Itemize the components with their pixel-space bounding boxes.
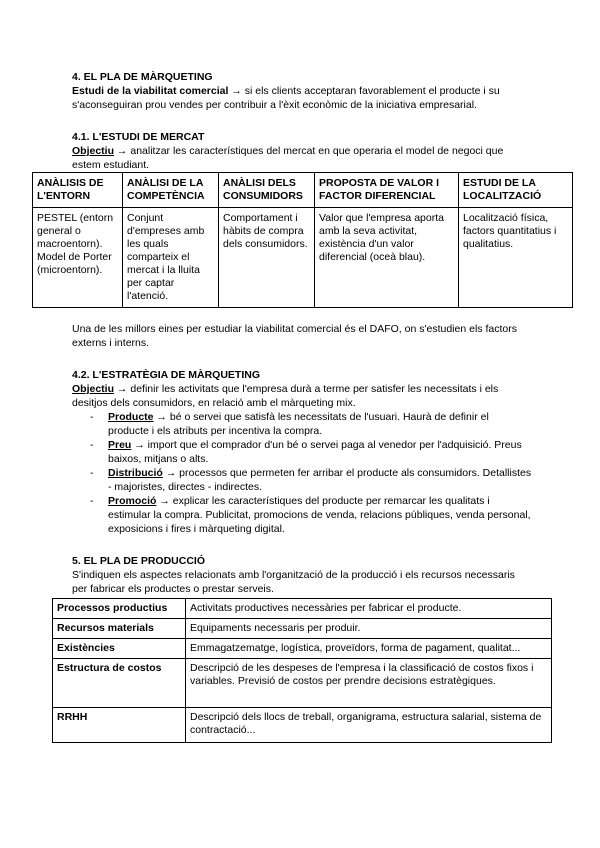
list-item: - Promoció → explicar les característiques del producte per remarcar les qualitats i estimular la compra. Publicitat, promocions de venda, relacions públiques, venda personal, exposicions i fires i màrqueting digital.	[90, 495, 531, 535]
document-page	[37, 70, 557, 743]
table-cell: Valor que l'empresa aporta amb la seva activitat, existència d'un valor diferencial (oceà blau).	[315, 208, 459, 308]
table-row	[33, 208, 573, 308]
section-4-2-title: 4.2. L'ESTRATÈGIA DE MÀRQUETING	[72, 369, 261, 381]
table-cell: PESTEL (entorn general o macroentorn). Model de Porter (microentorn).	[33, 208, 123, 308]
table-cell: Comportament i hàbits de compra dels consumidors.	[219, 208, 315, 308]
mix-item-text: → bé o servei que satisfà les necessitats de l'usuari. Haurà de definir el producte i els atributs per incentiva la compra.	[108, 411, 489, 437]
list-item: - Preu → import que el comprador d'un bé o servei paga al venedor per l'adquisició. Preus baixos, mitjans o alts.	[90, 439, 522, 465]
table-row	[53, 599, 552, 619]
mix-item-text: → import que el comprador d'un bé o servei paga al venedor per l'adquisició. Preus baixos, mitjans o alts.	[108, 439, 522, 465]
table-row	[53, 619, 552, 639]
table-header-cell: ANÀLISI DE LA COMPETÈNCIA	[123, 173, 219, 208]
strategy-objective-text: → definir les activitats que l'empresa durà a terme per satisfer les necessitats i els desitjos dels consumidors, en relació amb el màrqueting mix.	[72, 383, 499, 409]
production-value: Emmagatzematge, logística, proveïdors, forma de pagament, qualitat...	[186, 639, 552, 659]
production-intro: S'indiquen els aspectes relacionats amb l'organització de la producció i els recursos necessaris per fabricar els productes o prestar serveis.	[72, 569, 515, 595]
market-objective	[72, 144, 532, 172]
section-4-title: 4. EL PLA DE MÀRQUETING	[72, 71, 213, 83]
table-cell: Conjunt d'empreses amb les quals comparteix el mercat i la lluita per captar l'atenció.	[123, 208, 219, 308]
production-value: Activitats productives necessàries per fabricar el producte.	[186, 599, 552, 619]
production-key: RRHH	[53, 708, 186, 743]
list-item: - Distribució → processos que permeten fer arribar el producte als consumidors. Detallistes - majoristes, directes - indirectes.	[90, 467, 532, 493]
production-value: Descripció dels llocs de treball, organigrama, estructura salarial, sistema de contractació...	[186, 708, 552, 743]
strategy-objective	[72, 382, 532, 410]
table-cell: Localització física, factors quantitatius i qualitatius.	[459, 208, 573, 308]
table-header-cell: ESTUDI DE LA LOCALITZACIÓ	[459, 173, 573, 208]
production-value: Equipaments necessaris per produir.	[186, 619, 552, 639]
section-5-title: 5. EL PLA DE PRODUCCIÓ	[72, 555, 206, 567]
market-objective-label: Objectiu	[72, 145, 115, 157]
production-key: Estructura de costos	[53, 659, 186, 708]
list-item: - Producte → bé o servei que satisfà les necessitats de l'usuari. Haurà de definir el producte i els atributs per incentiva la compra.	[90, 411, 489, 437]
production-key: Recursos materials	[53, 619, 186, 639]
section-4-1-title: 4.1. L'ESTUDI DE MERCAT	[72, 131, 205, 143]
strategy-objective-label: Objectiu	[72, 383, 115, 395]
mix-item-label: Producte	[108, 411, 154, 423]
mix-item-text: → processos que permeten fer arribar el producte als consumidors. Detallistes - majoristes, directes - indirectes.	[108, 467, 532, 493]
market-objective-text: → analitzar les característiques del mercat en que operaria el model de negoci que estem estudiant.	[72, 145, 504, 171]
dafo-paragraph: Una de les millors eines per estudiar la viabilitat comercial és el DAFO, on s'estudien els factors externs i interns.	[72, 323, 517, 349]
production-key: Processos productius	[53, 599, 186, 619]
table-header-row	[33, 173, 573, 208]
table-row	[53, 659, 552, 708]
production-key: Existències	[53, 639, 186, 659]
table-row	[53, 708, 552, 743]
marketing-mix-list	[72, 410, 532, 536]
production-value: Descripció de les despeses de l'empresa i la classificació de costos fixos i variables. Previsió de costos per prendre decisions estratègiques.	[186, 659, 552, 708]
table-header-cell: ANÀLISIS DE L'ENTORN	[33, 173, 123, 208]
table-header-cell: ANÀLISI DELS CONSUMIDORS	[219, 173, 315, 208]
viability-paragraph	[72, 84, 532, 112]
mix-item-label: Distribució	[108, 467, 163, 479]
production-table	[52, 598, 552, 743]
market-study-table	[32, 172, 573, 308]
table-row	[53, 639, 552, 659]
mix-item-text: → explicar les característiques del producte per remarcar les qualitats i estimular la compra. Publicitat, promocions de venda, relacions públiques, venda personal, exposicions i fires i màrqueting digital.	[108, 495, 531, 535]
mix-item-label: Promoció	[108, 495, 157, 507]
viability-text: → si els clients acceptaran favorablement el producte i su s'aconseguiran prou vendes per contribuir a l'èxit econòmic de la iniciativa empresarial.	[72, 85, 500, 111]
table-header-cell: PROPOSTA DE VALOR I FACTOR DIFERENCIAL	[315, 173, 459, 208]
viability-label: Estudi de la viabilitat comercial	[72, 85, 229, 97]
mix-item-label: Preu	[108, 439, 132, 451]
